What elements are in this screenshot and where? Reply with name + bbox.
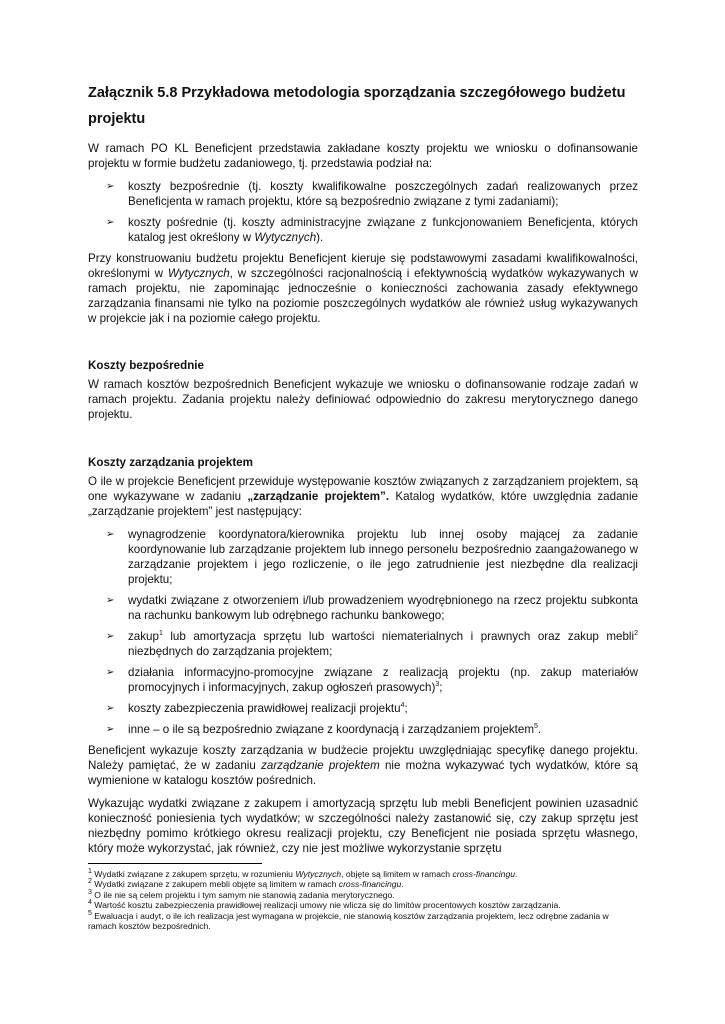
management-bullet-list — [88, 527, 638, 737]
list-item: ➢ koszty zabezpieczenia prawidłowej realizacji projektu$^4$; — [106, 702, 408, 715]
footnote-ref[interactable]: 2 — [634, 630, 638, 638]
purchase-paragraph: Wykazując wydatki związane z zakupem i amortyzacją sprzętu lub mebli Beneficjent powinien uzasadnić konieczność poniesienia tych wydatków; w szczególności należy zastanowić się, czy zakup sprzętu jest niezbędny pomimo krótkiego okresu realizacji projektu, czy Beneficjent nie posiada sprzętu własnego, który może wykorzystać, jak również, czy nie jest możliwe wykorzystanie sprzętu — [88, 797, 638, 855]
footnote-ref[interactable]: 3 — [435, 681, 440, 689]
footnote-separator — [88, 863, 262, 864]
list-item: ➢ zakup$^1$ lub amortyzacja sprzętu lub wartości niematerialnych i prawnych oraz zakup mebli$^2$ niezbędnych do zarządzania projektem; — [106, 630, 638, 658]
section-heading-management: Koszty zarządzania projektem — [88, 456, 253, 469]
arrow-bullet-icon: ➢ — [106, 631, 115, 642]
budget-paragraph: Przy konstruowaniu budżetu projektu Beneficjent kieruje się podstawowymi zasadami kwalifikowalności, określonymi w Wytycznych, w szczególności racjonalnością i efektywnością wydatków wykazywanych w ramach projektu, nie zapominając jednocześnie o konieczności zachowania zasady efektywnego zarządzania finansami nie tylko na poziomie poszczególnych wydatków ale również usług wykazywanych w projekcie jak i na poziomie całego projektu. — [88, 252, 638, 325]
page-title: Załącznik 5.8 Przykładowa metodologia sporządzania szczegółowego budżetu projektu — [88, 85, 626, 127]
list-item: ➢ działania informacyjno-promocyjne związane z realizacją projektu (np. zakup materiałów promocyjnych i informacyjnych, zakup ogłoszeń prasowych)$^3$; — [106, 666, 638, 694]
footnote: $^3$ O ile nie są celem projektu i tym samym nie stanowią zadania merytorycznego. — [88, 888, 395, 900]
arrow-bullet-icon: ➢ — [106, 667, 115, 678]
arrow-bullet-icon: ➢ — [106, 703, 115, 714]
list-item: ➢ wydatki związane z otworzeniem i/lub prowadzeniem wyodrębnionego na rzecz projektu subkonta na rachunku bankowym lub odrębnego rachunku bankowego; — [106, 594, 638, 622]
footnote: $^5$ Ewaluacja i audyt, o ile ich realizacja jest wymagana w projekcie, nie stanowią kosztów zarządzania projektem, lecz odrębne zadania w ramach kosztów bezpośrednich. — [88, 909, 609, 932]
footnote: $^1$ Wydatki związane z zakupem sprzętu, w rozumieniu Wytycznych, objęte są limitem w ramach cross-financingu. — [88, 868, 518, 879]
intro-paragraph: W ramach PO KL Beneficjent przedstawia zakładane koszty projektu we wniosku o dofinansowanie projektu w formie budżetu zadaniowego, tj. przedstawia podział na: — [88, 142, 638, 170]
management-specific-paragraph: Beneficjent wykazuje koszty zarządzania w budżecie projektu uwzględniając specyfikę danego projektu. Należy pamiętać, że w zadaniu zarządzanie projektem nie można wykazywać tych wydatków, które są wymienione w katalogu kosztów pośrednich. — [88, 744, 638, 787]
section-heading-direct: Koszty bezpośrednie — [88, 359, 204, 372]
footnote: $^2$ Wydatki związane z zakupem mebli objęte są limitem w ramach cross-financingu. — [88, 878, 404, 890]
arrow-bullet-icon: ➢ — [106, 724, 115, 735]
arrow-bullet-icon: ➢ — [106, 181, 115, 192]
list-item: ➢ koszty pośrednie (tj. koszty administracyjne związane z funkcjonowaniem Beneficjenta, których katalog jest określony w Wytycznych). — [106, 216, 638, 244]
document-body — [88, 80, 638, 856]
intro-bullet-list — [88, 179, 638, 245]
footnote-ref[interactable]: 5 — [534, 723, 538, 731]
direct-costs-paragraph: W ramach kosztów bezpośrednich Beneficjent wykazuje we wniosku o dofinansowanie rodzaje zadań w ramach projektu. Zadania projektu należy definiować odpowiednio do zakresu merytorycznego danego projektu. — [88, 378, 638, 421]
footnotes — [88, 869, 638, 931]
list-item: ➢ koszty bezpośrednie (tj. koszty kwalifikowalne poszczególnych zadań realizowanych przez Beneficjenta w ramach projektu, które są bezpośrednio związane z tymi zadaniami); — [106, 180, 638, 208]
footnote: $^4$ Wartość kosztu zabezpieczenia prawidłowej realizacji umowy nie wlicza się do limitów procentowych kosztów zarządzania. — [88, 899, 561, 911]
arrow-bullet-icon: ➢ — [106, 529, 115, 540]
list-item: ➢ wynagrodzenie koordynatora/kierownika projektu lub innej osoby mającej za zadanie koordynowanie lub zarządzanie projektem lub innego personelu bezpośrednio zaangażowanego w zarządzanie projektem i jego rozliczenie, o ile jego zatrudnienie jest niezbędne dla realizacji projektu; — [106, 528, 638, 586]
arrow-bullet-icon: ➢ — [106, 595, 115, 606]
arrow-bullet-icon: ➢ — [106, 217, 115, 228]
footnote-ref[interactable]: 1 — [158, 630, 163, 638]
list-item: ➢ inne – o ile są bezpośrednio związane z koordynacją i zarządzaniem projektem$^5$. — [106, 723, 542, 736]
footnote-ref[interactable]: 4 — [400, 702, 405, 710]
management-intro-paragraph: O ile w projekcie Beneficjent przewiduje występowanie kosztów związanych z zarządzaniem projektem, są one wykazywane w zadaniu „zarządzanie projektem”. Katalog wydatków, które uwzględnia zadanie „zarządzanie projektem” jest następujący: — [88, 475, 638, 518]
